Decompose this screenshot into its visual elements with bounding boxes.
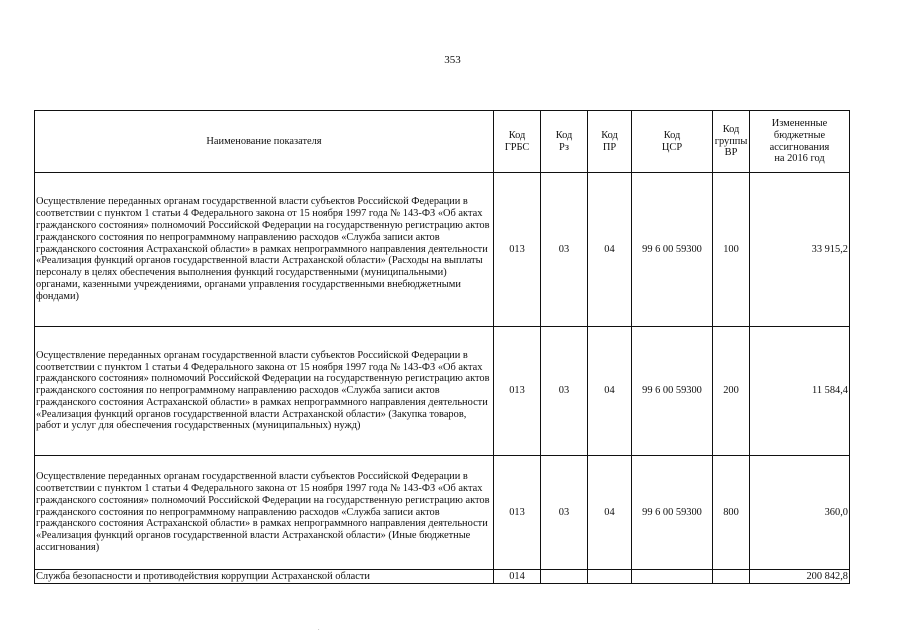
cell-csr: 99 6 00 59300 bbox=[632, 456, 713, 570]
cell-rz: 03 bbox=[541, 173, 588, 327]
cell-vr: 800 bbox=[713, 456, 750, 570]
cell-grbs: 013 bbox=[494, 456, 541, 570]
table-row bbox=[35, 173, 850, 327]
cell-vr: 100 bbox=[713, 173, 750, 327]
header-vr bbox=[713, 111, 750, 173]
cell-pr: 04 bbox=[588, 327, 632, 456]
header-grbs bbox=[494, 111, 541, 173]
header-name: Наименование показателя bbox=[35, 111, 494, 173]
header-vr-line3: ВР bbox=[724, 147, 738, 159]
cell-csr: 99 6 00 59300 bbox=[632, 327, 713, 456]
cell-grbs: 013 bbox=[494, 327, 541, 456]
header-rz bbox=[541, 111, 588, 173]
header-pr-line1: Код bbox=[601, 129, 618, 141]
header-csr-line2: ЦСР bbox=[661, 141, 683, 153]
table-row bbox=[35, 570, 850, 584]
header-amount-line4: на 2016 год bbox=[774, 153, 825, 165]
cell-vr bbox=[713, 570, 750, 584]
cell-grbs: 014 bbox=[494, 570, 541, 584]
header-rz-line2: Рз bbox=[559, 141, 569, 153]
header-vr-line2: группы bbox=[714, 135, 748, 147]
budget-allocation-table bbox=[34, 110, 850, 584]
header-amount-line1: Измененные bbox=[771, 117, 828, 129]
header-csr bbox=[632, 111, 713, 173]
cell-csr: 99 6 00 59300 bbox=[632, 173, 713, 327]
cell-rz bbox=[541, 570, 588, 584]
cell-grbs: 013 bbox=[494, 173, 541, 327]
footer-mark: . bbox=[318, 626, 320, 632]
cell-amount: 200 842,8 bbox=[750, 570, 850, 584]
cell-rz: 03 bbox=[541, 327, 588, 456]
cell-name: Служба безопасности и противодействия коррупции Астраханской области bbox=[35, 570, 494, 584]
cell-csr bbox=[632, 570, 713, 584]
header-pr bbox=[588, 111, 632, 173]
header-grbs-line2: ГРБС bbox=[504, 141, 530, 153]
table-row bbox=[35, 327, 850, 456]
header-rz-line1: Код bbox=[555, 129, 573, 141]
header-vr-line1: Код bbox=[722, 123, 740, 135]
cell-pr: 04 bbox=[588, 456, 632, 570]
page-number: 353 bbox=[444, 54, 461, 66]
cell-name: Осуществление переданных органам государственной власти субъектов Российской Федерации в соответствии с пунктом 1 статьи 4 Федерального закона от 15 ноября 1997 года № 143-ФЗ «Об актах гражданского состояния» полномочий Российской Федерации на государственную регистрацию актов гражданского состояния по непрограммному направлению расходов «Служба записи актов гражданского состояния Астраханской области» в рамках непрограммного направления деятельности «Реализация функций органов государственной власти Астраханской области» (Закупка товаров, работ и услуг для обеспечения государственных (муниципальных) нужд) bbox=[35, 327, 494, 456]
cell-name: Осуществление переданных органам государственной власти субъектов Российской Федерации в соответствии с пунктом 1 статьи 4 Федерального закона от 15 ноября 1997 года № 143-ФЗ «Об актах гражданского состояния» полномочий Российской Федерации на государственную регистрацию актов гражданского состояния по непрограммному направлению расходов «Служба записи актов гражданского состояния Астраханской области» в рамках непрограммного направления деятельности «Реализация функций органов государственной власти Астраханской области» (Иные бюджетные ассигнования) bbox=[35, 456, 494, 570]
cell-pr bbox=[588, 570, 632, 584]
cell-amount: 360,0 bbox=[750, 456, 850, 570]
header-pr-line2: ПР bbox=[602, 141, 617, 153]
header-amount-line3: ассигнования bbox=[769, 141, 830, 153]
header-amount bbox=[750, 111, 850, 173]
table-header-row bbox=[35, 111, 850, 173]
cell-rz: 03 bbox=[541, 456, 588, 570]
cell-amount: 11 584,4 bbox=[750, 327, 850, 456]
cell-vr: 200 bbox=[713, 327, 750, 456]
header-csr-line1: Код bbox=[663, 129, 681, 141]
cell-pr: 04 bbox=[588, 173, 632, 327]
header-grbs-line1: Код bbox=[508, 129, 526, 141]
cell-amount: 33 915,2 bbox=[750, 173, 850, 327]
cell-name: Осуществление переданных органам государственной власти субъектов Российской Федерации в соответствии с пунктом 1 статьи 4 Федерального закона от 15 ноября 1997 года № 143-ФЗ «Об актах гражданского состояния» полномочий Российской Федерации на государственную регистрацию актов гражданского состояния по непрограммному направлению расходов «Служба записи актов гражданского состояния Астраханской области» в рамках непрограммного направления деятельности «Реализация функций органов государственной власти Астраханской области» (Расходы на выплаты персоналу в целях обеспечения выполнения функций государственными (муниципальными) органами, казенными учреждениями, органами управления государственными внебюджетными фондами) bbox=[35, 173, 494, 327]
header-amount-line2: бюджетные bbox=[773, 129, 826, 141]
table-row bbox=[35, 456, 850, 570]
